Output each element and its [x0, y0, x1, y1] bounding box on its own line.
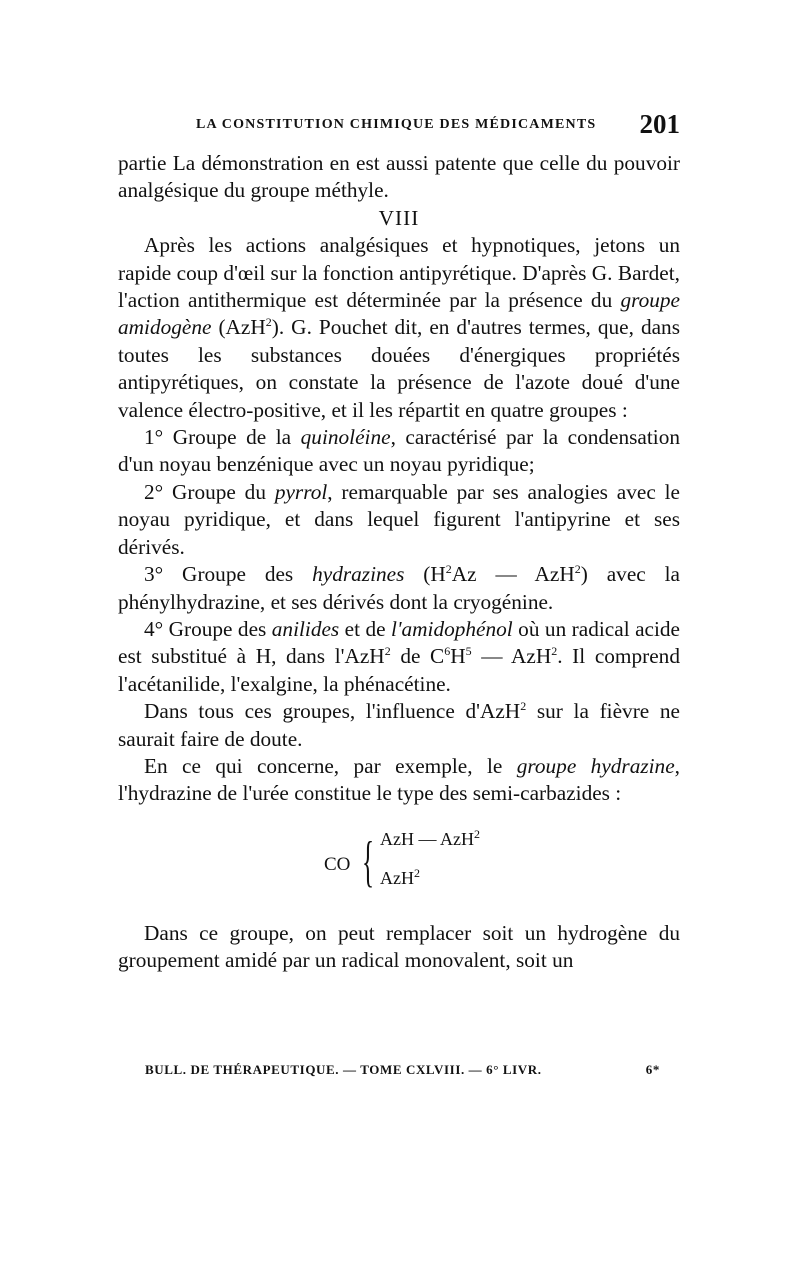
emphasis-text: quinoléine — [300, 425, 391, 450]
section-heading: VIII — [378, 205, 420, 230]
page-footer — [145, 1062, 660, 1082]
page-body — [118, 150, 680, 975]
paragraph-substitution: Dans ce groupe, on peut remplacer soit un hydrogène du groupement amidé par un radical monovalent, soit un — [118, 920, 680, 973]
journal-citation: BULL. DE THÉRAPEUTIQUE. — TOME CXLVIII. — 6° LIVR. — [145, 1062, 542, 1077]
page-number: 201 — [639, 109, 680, 139]
emphasis-text: groupe amidogène — [118, 288, 680, 340]
brace-symbol: { — [362, 830, 375, 893]
running-title: LA CONSTITUTION CHIMIQUE DES MÉDICAMENTS — [196, 117, 597, 132]
page-header — [196, 109, 680, 139]
formula-co: CO — [324, 853, 351, 875]
emphasis-text: anilides — [271, 616, 340, 641]
emphasis-text: pyrrol — [274, 479, 328, 504]
formula-top-line: AzH — AzH$^2$ — [380, 826, 480, 849]
group-item-quinoleine: 1° Groupe de la quinoléine, caractérisé par la condensation d'un noyau benzénique avec un noyau pyridique; — [118, 425, 680, 477]
emphasis-text: hydrazines — [312, 562, 405, 587]
chemical-formula — [118, 820, 680, 920]
emphasis-text: groupe hydrazine — [516, 753, 675, 778]
paragraph-antipyretic-intro: Après les actions analgésiques et hypnotiques, jetons un rapide coup d'œil sur la fonction antipyrétique. D'après G. Bardet, l'action antithermique est déterminée par la présence du groupe amidogène (AzH$^2$). G. Pouchet dit, en d'autres termes, que, dans toutes les substances douées d'énergiques propriétés antipyrétiques, on constate la présence de l'azote doué d'une valence électro-positive, et il les répartit en quatre groupes : — [118, 233, 680, 422]
paragraph-continued: partie La démonstration en est aussi patente que celle du pouvoir analgésique du groupe méthyle. — [118, 151, 680, 203]
emphasis-text: l'amidophénol — [391, 616, 513, 641]
group-item-anilides: 4° Groupe des anilides et de l'amidophénol où un radical acide est substitué à H, dans l'AzH$^2$ de $C^6H^5$ — AzH$^2$. Il comprend l'acétanilide, l'exalgine, la phénacétine. — [118, 616, 680, 696]
formula-bottom-line: AzH$^2$ — [380, 865, 420, 888]
group-item-hydrazines: 3° Groupe des hydrazines ($H^2Az$ — AzH$^2$) avec la phénylhydrazine, et ses dérivés dont la cryogénine. — [118, 562, 680, 614]
paragraph-semicarbazides: En ce qui concerne, par exemple, le groupe hydrazine, l'hydrazine de l'urée constitue le type des semi-carbazides : — [118, 753, 680, 806]
group-item-pyrrol: 2° Groupe du pyrrol, remarquable par ses analogies avec le noyau pyridique, et dans lequel figurent l'antipyrine et ses dérivés. — [118, 479, 680, 559]
signature-mark: 6* — [645, 1062, 660, 1077]
paragraph-influence: Dans tous ces groupes, l'influence d'AzH$^2$ sur la fièvre ne saurait faire de doute. — [118, 699, 680, 751]
